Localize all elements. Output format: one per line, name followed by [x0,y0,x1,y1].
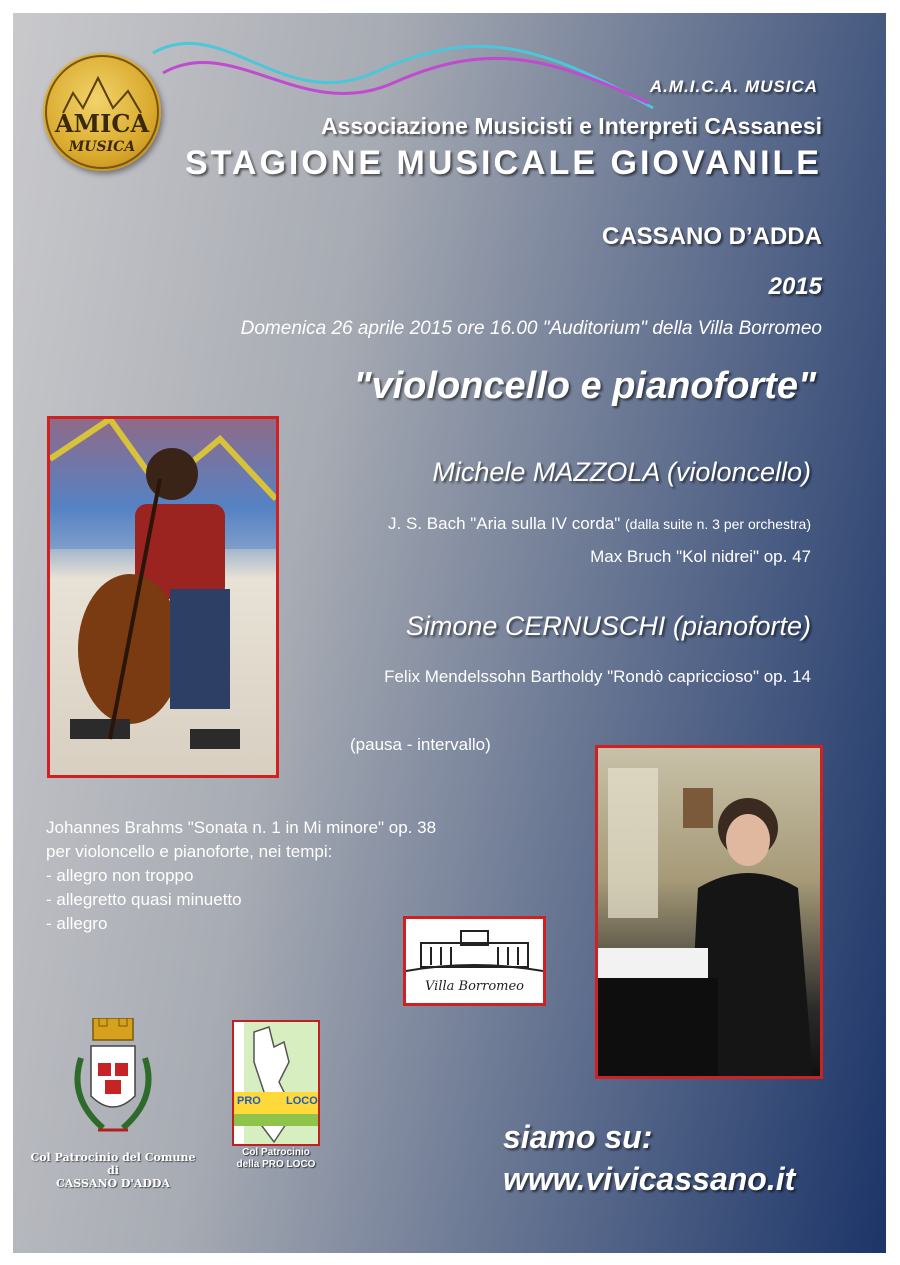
pianist-photo [595,745,823,1079]
footer-siamo-su: siamo su: [503,1119,653,1155]
cellist-piece-1 [388,514,811,534]
villa-borromeo-logo [403,916,546,1006]
logo-text-musica: MUSICA [68,139,136,155]
program-line: Johannes Brahms "Sonata n. 1 in Mi minore" op. 38 [46,818,437,837]
comune-patronage-line: Col Patrocinio del Comune di [30,1151,196,1177]
event-year: 2015 [768,273,822,300]
program-list [46,816,436,936]
org-full-name: Associazione Musicisti e Interpreti CAssanesi [320,113,822,139]
pro-loco-logo [232,1020,320,1146]
pro-loco-patronage-line: Col Patrocinio [242,1147,310,1158]
comune-crest [63,1018,163,1150]
villa-borromeo-caption: Villa Borromeo [425,979,524,994]
music-wave-decoration [143,23,663,123]
pro-loco-badge-left: PRO [237,1095,261,1107]
event-city: CASSANO D’ADDA [601,223,822,250]
footer-website-link[interactable]: www.vivicassano.it [503,1161,796,1197]
pro-loco-patronage-line: della PRO LOCO [236,1159,316,1170]
pianist-piece: Felix Mendelssohn Bartholdy "Rondò capriccioso" op. 14 [384,667,811,686]
program-line: per violoncello e pianoforte, nei tempi: [46,842,333,861]
program-line: - allegro [46,914,108,933]
pro-loco-badge-right: LOCO [286,1095,318,1107]
coat-of-arms-icon [63,1018,163,1150]
event-title: "violoncello e pianoforte" [353,365,816,407]
program-line: - allegro non troppo [46,866,194,885]
program-line: - allegretto quasi minuetto [46,890,242,909]
event-datetime: Domenica 26 aprile 2015 ore 16.00 "Auditorium" della Villa Borromeo [240,318,822,339]
comune-patronage-line: CASSANO D'ADDA [56,1177,170,1190]
cellist-piece-2: Max Bruch "Kol nidrei" op. 47 [590,547,811,566]
cellist-photo [47,416,279,778]
amica-musica-logo [43,53,161,171]
cellist-name: Michele MAZZOLA (violoncello) [432,457,811,487]
cellist-piece-1-main: J. S. Bach "Aria sulla IV corda" [388,514,621,533]
pause-note: (pausa - intervallo) [350,735,491,754]
comune-patronage-text [23,1151,203,1190]
org-short-name: A.M.I.C.A. MUSICA [649,77,818,96]
villa-building-icon [406,925,543,975]
pianist-name: Simone CERNUSCHI (pianoforte) [405,611,811,641]
season-title: STAGIONE MUSICALE GIOVANILE [185,144,822,182]
concert-poster [13,13,886,1253]
pro-loco-patronage-text [218,1147,334,1171]
cellist-figure-icon [50,419,276,775]
pro-loco-map-icon [234,1022,318,1144]
cellist-piece-1-note: (dalla suite n. 3 per orchestra) [625,516,811,532]
logo-text-amica: AMICA [54,109,150,138]
pianist-figure-icon [598,748,820,1076]
